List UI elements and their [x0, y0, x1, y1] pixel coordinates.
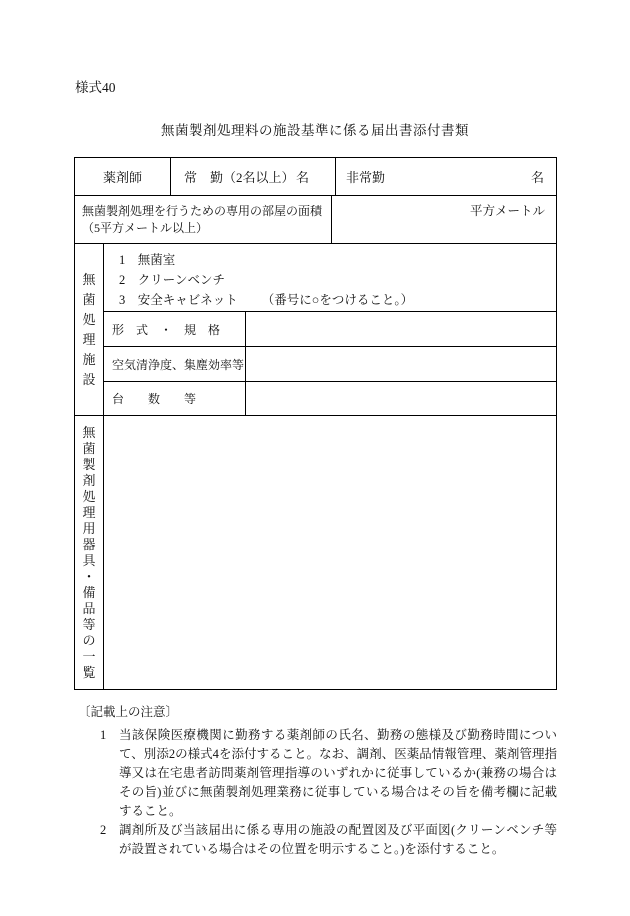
room-area-field: [332, 196, 556, 243]
air-cleanliness-label: 空気清浄度、集塵効率等: [104, 347, 246, 381]
inventory-side-label: 無 菌 製 剤 処 理 用 器 具 ・ 備 品 等 の 一 覧: [75, 416, 104, 689]
format-spec-row: [104, 312, 556, 347]
format-spec-label: 形 式 ・ 規 格: [104, 312, 246, 346]
room-area-label-line1: 無菌製剤処理を行うための専用の部屋の面積: [82, 203, 323, 218]
note-item-1: [78, 726, 557, 821]
unit-count-label: 台 数 等: [104, 382, 246, 415]
room-area-label-line2: （5平方メートル以上）: [82, 220, 209, 235]
note-1-number: 1: [100, 728, 107, 742]
facility-section: [75, 244, 556, 416]
unit-count-field: [246, 382, 556, 415]
fulltime-unit-label: 名: [295, 170, 309, 185]
note-2-text: 調剤所及び当該届出に係る専用の施設の配置図及び平面図(クリーンベンチ等が設置されている場合はその位置を明示すること。)を添付すること。: [119, 823, 557, 856]
room-area-row: [75, 196, 556, 244]
equipment-option-3-line: [119, 290, 556, 310]
parttime-unit-label: 名: [530, 170, 544, 185]
fulltime-cell: [171, 158, 336, 195]
parttime-cell: [336, 158, 556, 195]
pharmacist-label: 薬剤師: [75, 158, 171, 195]
fulltime-label: 常 勤（2名以上）: [184, 170, 295, 185]
unit-count-row: [104, 382, 556, 415]
notes-section: [78, 703, 557, 859]
format-spec-field: [246, 312, 556, 346]
form-number: 様式40: [75, 80, 116, 95]
facility-side-label: 無 菌 処 理 施 設: [75, 244, 104, 415]
air-cleanliness-field: [246, 347, 556, 381]
equipment-options: [104, 244, 556, 312]
parttime-label: 非常勤: [346, 170, 386, 185]
equipment-option-3: 3 安全キャビネット: [119, 293, 238, 307]
facility-main: [104, 244, 556, 415]
equipment-option-1: 1 無菌室: [119, 253, 176, 267]
pharmacist-row: [75, 158, 556, 196]
page-title: 無菌製剤処理料の施設基準に係る届出書添付書類: [161, 123, 469, 138]
circle-number-note: （番号に○をつけること。）: [261, 293, 414, 307]
inventory-section: [75, 416, 556, 689]
equipment-option-2: 2 クリーンベンチ: [119, 273, 226, 287]
square-meter-unit-label: 平方メートル: [469, 204, 545, 218]
note-item-2: [78, 821, 557, 859]
air-cleanliness-row: [104, 347, 556, 382]
room-area-label: [75, 196, 332, 243]
note-2-number: 2: [100, 823, 107, 837]
notes-heading: 〔記載上の注意〕: [78, 705, 179, 719]
note-1-text: 当該保険医療機関に勤務する薬剤師の氏名、勤務の態様及び勤務時間について、別添2の様式4を添付すること。なお、調剤、医薬品情報管理、薬剤管理指導又は在宅患者訪問薬剤管理指導のいずれかに従事しているか(兼務の場合はその旨)並びに無菌製剤処理業務に従事している場合はその旨を備考欄に記載すること。: [119, 728, 557, 818]
inventory-field: [104, 416, 556, 689]
form-table: [74, 157, 557, 690]
